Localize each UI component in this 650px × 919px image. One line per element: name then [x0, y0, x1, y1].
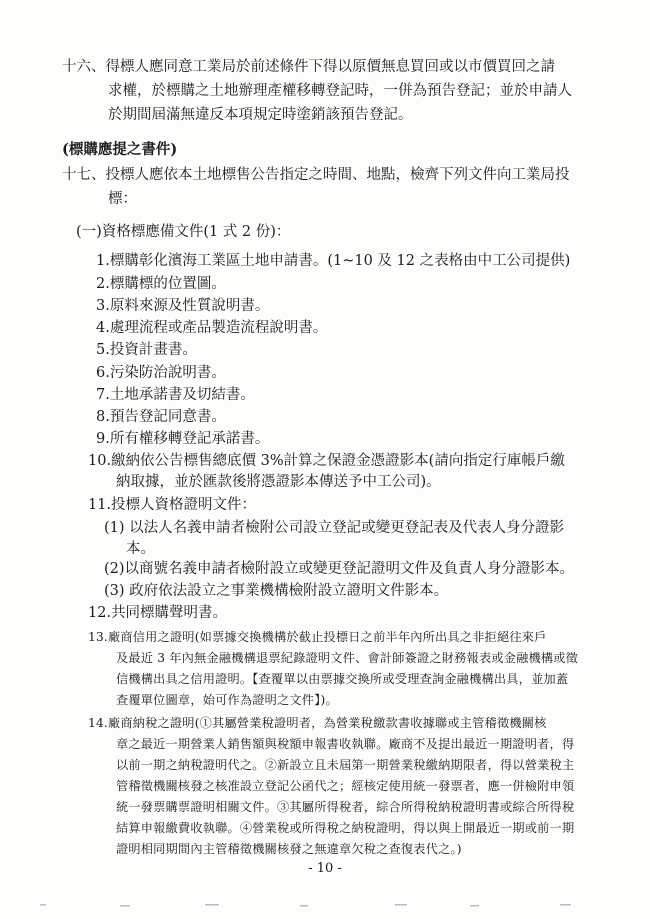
list-item-13-line-1: 13.廠商信用之證明(如票據交換機構於截止投標日之前半年內所出具之非拒絕往來戶 [88, 630, 547, 644]
list-item-6: 6.污染防治說明書。 [96, 365, 226, 381]
clause-16-line-2: 求權，於標購之土地辦理產權移轉登記時，一併為預告登記；並於申請人 [108, 83, 572, 99]
list-item-4: 4.處理流程或產品製造流程說明書。 [96, 320, 328, 336]
list-item-8: 8.預告登記同意書。 [96, 409, 226, 425]
list-item-11-1-line-1: (1) 以法人名義申請者檢附公司設立登記或變更登記表及代表人身分證影 [104, 520, 565, 536]
list-item-14-line-3: 以前一期之納稅證明代之。②新設立且未屆第一期營業稅繳納期限者，得以營業稅主 [116, 758, 575, 772]
list-item-7: 7.土地承諾書及切結書。 [96, 387, 255, 403]
scan-noise [0, 900, 650, 910]
list-item-14-line-5: 統一發票購票證明相關文件。③其屬所得稅者，綜合所得稅納稅證明書或綜合所得稅 [116, 800, 575, 814]
list-item-2: 2.標購標的位置圖。 [96, 276, 226, 292]
list-item-12: 12.共同標購聲明書。 [88, 605, 228, 621]
list-item-13-line-3: 信機構出具之信用證明。【查覆單以由票據交換所或受理查詢金融機構出具，並加蓋 [116, 672, 569, 686]
list-item-13-line-4: 查覆單位圖章，始可作為證明之文件】)。 [116, 693, 338, 707]
clause-16-line-3: 於期間屆滿無違反本項規定時塗銷該預告登記。 [108, 107, 413, 123]
sub-heading: (一)資格標應備文件(1 式 2 份)： [76, 224, 291, 240]
list-item-9: 9.所有權移轉登記承諾書。 [96, 431, 270, 447]
list-item-11-1-line-2: 本。 [126, 541, 155, 557]
list-item-1: 1.標購彰化濱海工業區土地申請書。(1~10 及 12 之表格由中工公司提供) [96, 253, 571, 269]
list-item-14-line-1: 14.廠商納稅之證明(①其屬營業稅證明者，為營業稅繳款書收據聯或主管稽徵機關核 [88, 716, 547, 730]
list-item-14-line-2: 章之最近一期營業人銷售額與稅額申報書收執聯。廠商不及提出最近一期證明者，得 [116, 737, 575, 751]
page-number: - 10 - [308, 861, 342, 876]
clause-17-line-2: 標： [108, 191, 137, 207]
list-item-5: 5.投資計畫書。 [96, 342, 197, 358]
clause-17-line-1: 十七、投標人應依本土地標售公告指定之時間、地點，檢齊下列文件向工業局投 [62, 167, 570, 183]
list-item-14-line-4: 管稽徵機關核發之核准設立登記公函代之；經核定使用統一發票者，應一併檢附申領 [116, 779, 575, 793]
list-item-11-3: (3) 政府依法設立之事業機構檢附設立證明文件影本。 [104, 583, 449, 599]
list-item-10-line-1: 10.繳納依公告標售總底價 3%計算之保證金憑證影本(請向指定行庫帳戶繳 [88, 453, 565, 469]
list-item-14-line-7: 證明相同期間內主管稽徵機關核發之無違章欠稅之查復表代之。) [116, 842, 462, 856]
list-item-14-line-6: 結算申報繳費收執聯。④營業稅或所得稅之納稅證明，得以與上開最近一期或前一期 [116, 821, 575, 835]
section-heading: (標購應提之書件) [62, 141, 178, 158]
list-item-13-line-2: 及最近 3 年內無金融機構退票紀錄證明文件、會計師簽證之財務報表或金融機構或徵 [116, 651, 579, 665]
list-item-11-2: (2)以商號名義申請者檢附設立或變更登記證明文件及負責人身分證影本。 [104, 561, 575, 577]
list-item-11: 11.投標人資格證明文件： [88, 497, 257, 513]
list-item-10-line-2: 納取據，並於匯款後將憑證影本傳送予中工公司)。 [116, 474, 441, 490]
list-item-3: 3.原料來源及性質說明書。 [96, 298, 270, 314]
clause-16-line-1: 十六、得標人應同意工業局於前述條件下得以原價無息買回或以市價買回之請 [62, 59, 555, 75]
